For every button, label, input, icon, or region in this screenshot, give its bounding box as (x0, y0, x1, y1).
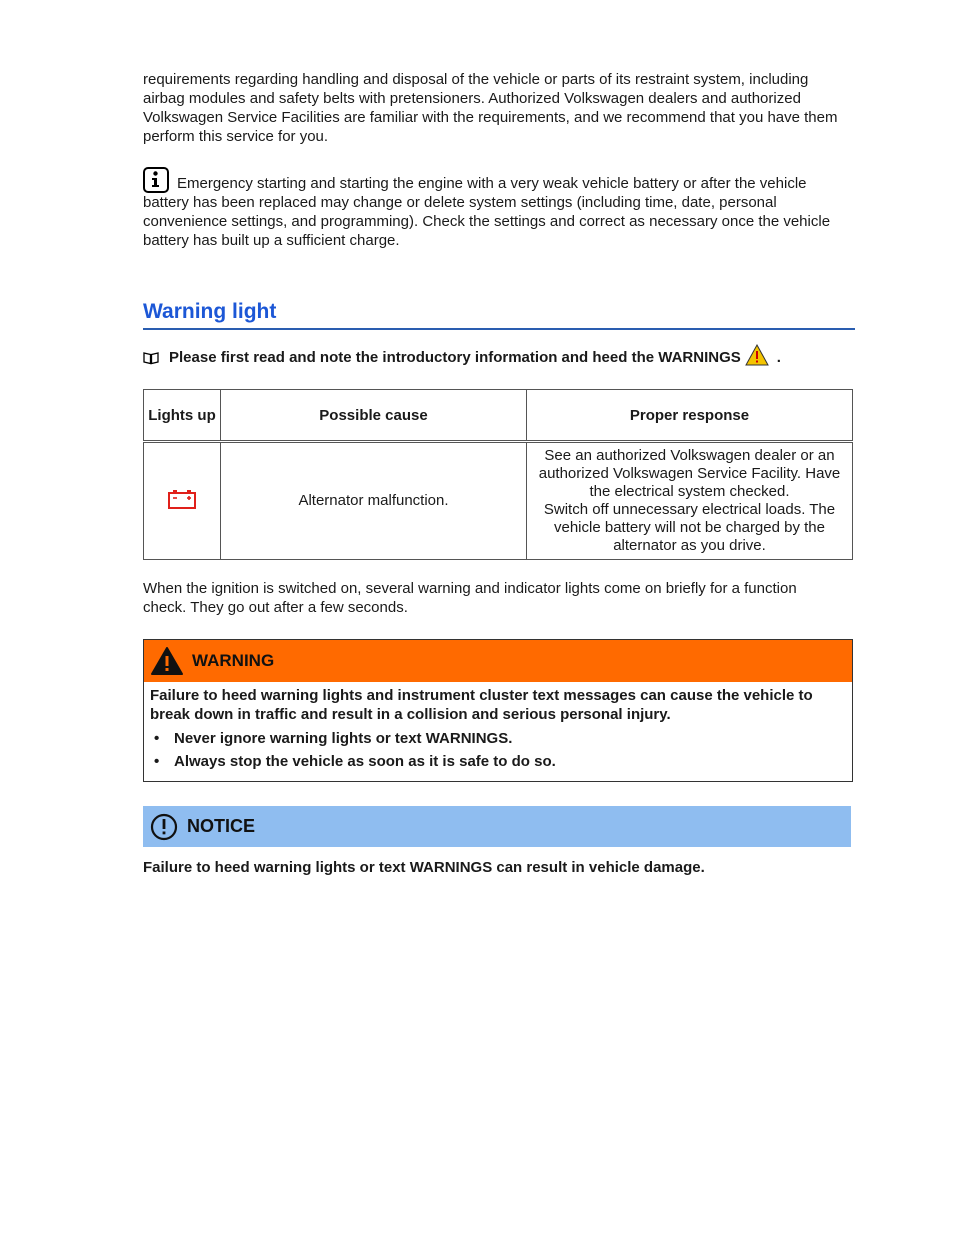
info-note (143, 167, 843, 250)
lights-up-cell (144, 442, 221, 560)
list-item: • Never ignore warning lights or text WARNINGS. (150, 729, 846, 748)
warning-body (144, 682, 852, 781)
header-possible-cause: Possible cause (221, 390, 527, 442)
response-line-2: Switch off unnecessary electrical loads. The vehicle battery will not be charged by the alternator as you drive. (543, 501, 836, 554)
read-note-end: . (776, 349, 781, 366)
warning-light-table (143, 389, 853, 560)
warning-text: Failure to heed warning lights and instrument cluster text messages can cause the vehicle to break down in traffic and result in a collision and serious personal injury. (150, 687, 813, 723)
info-icon (143, 167, 169, 193)
table-header-row (144, 390, 853, 442)
header-proper-response: Proper response (527, 390, 853, 442)
section-title: Warning light (143, 300, 855, 330)
table-row (144, 442, 853, 560)
header-lights-up: Lights up (144, 390, 221, 442)
ignition-paragraph: When the ignition is switched on, several warning and indicator lights come on briefly for a function check. They go out after a few seconds. (143, 580, 797, 616)
warning-list (150, 729, 846, 771)
read-note-text: Please first read and note the introductory information and heed the WARNINGS (169, 349, 741, 366)
notice-header (143, 806, 851, 847)
battery-warning-icon (167, 488, 197, 510)
warning-header (144, 640, 852, 682)
warning-title: WARNING (192, 651, 275, 670)
list-item: • Always stop the vehicle as soon as it is safe to do so. (150, 752, 846, 771)
possible-cause-cell: Alternator malfunction. (221, 442, 527, 560)
notice-text: Failure to heed warning lights or text WARNINGS can result in vehicle damage. (143, 859, 705, 876)
notice-exclamation-icon (149, 812, 179, 842)
notice-title: NOTICE (187, 816, 256, 836)
proper-response-cell (527, 442, 853, 560)
response-line-1: See an authorized Volkswagen dealer or an authorized Volkswagen Service Facility. Have the electrical system checked. (538, 447, 841, 500)
read-note (143, 344, 855, 373)
book-icon (143, 350, 159, 372)
warning-box (143, 639, 853, 782)
warning-triangle-icon[interactable] (745, 344, 769, 373)
intro-paragraph: requirements regarding handling and disposal of the vehicle or parts of its restraint system, including airbag modules and safety belts with pretensioners. Authorized Volkswagen dealers and authorized Volkswagen Service Facilities are familiar with the requirements, and we recommend that you have them perform this service for you. (143, 71, 838, 145)
warning-triangle-icon (150, 646, 184, 676)
info-note-text: Emergency starting and starting the engine with a very weak vehicle battery or after the vehicle battery has been replaced may change or delete system settings (including time, date, personal convenience settings, and programming). Check the settings and correct as necessary once the vehicle battery has built up a sufficient charge. (143, 175, 831, 249)
